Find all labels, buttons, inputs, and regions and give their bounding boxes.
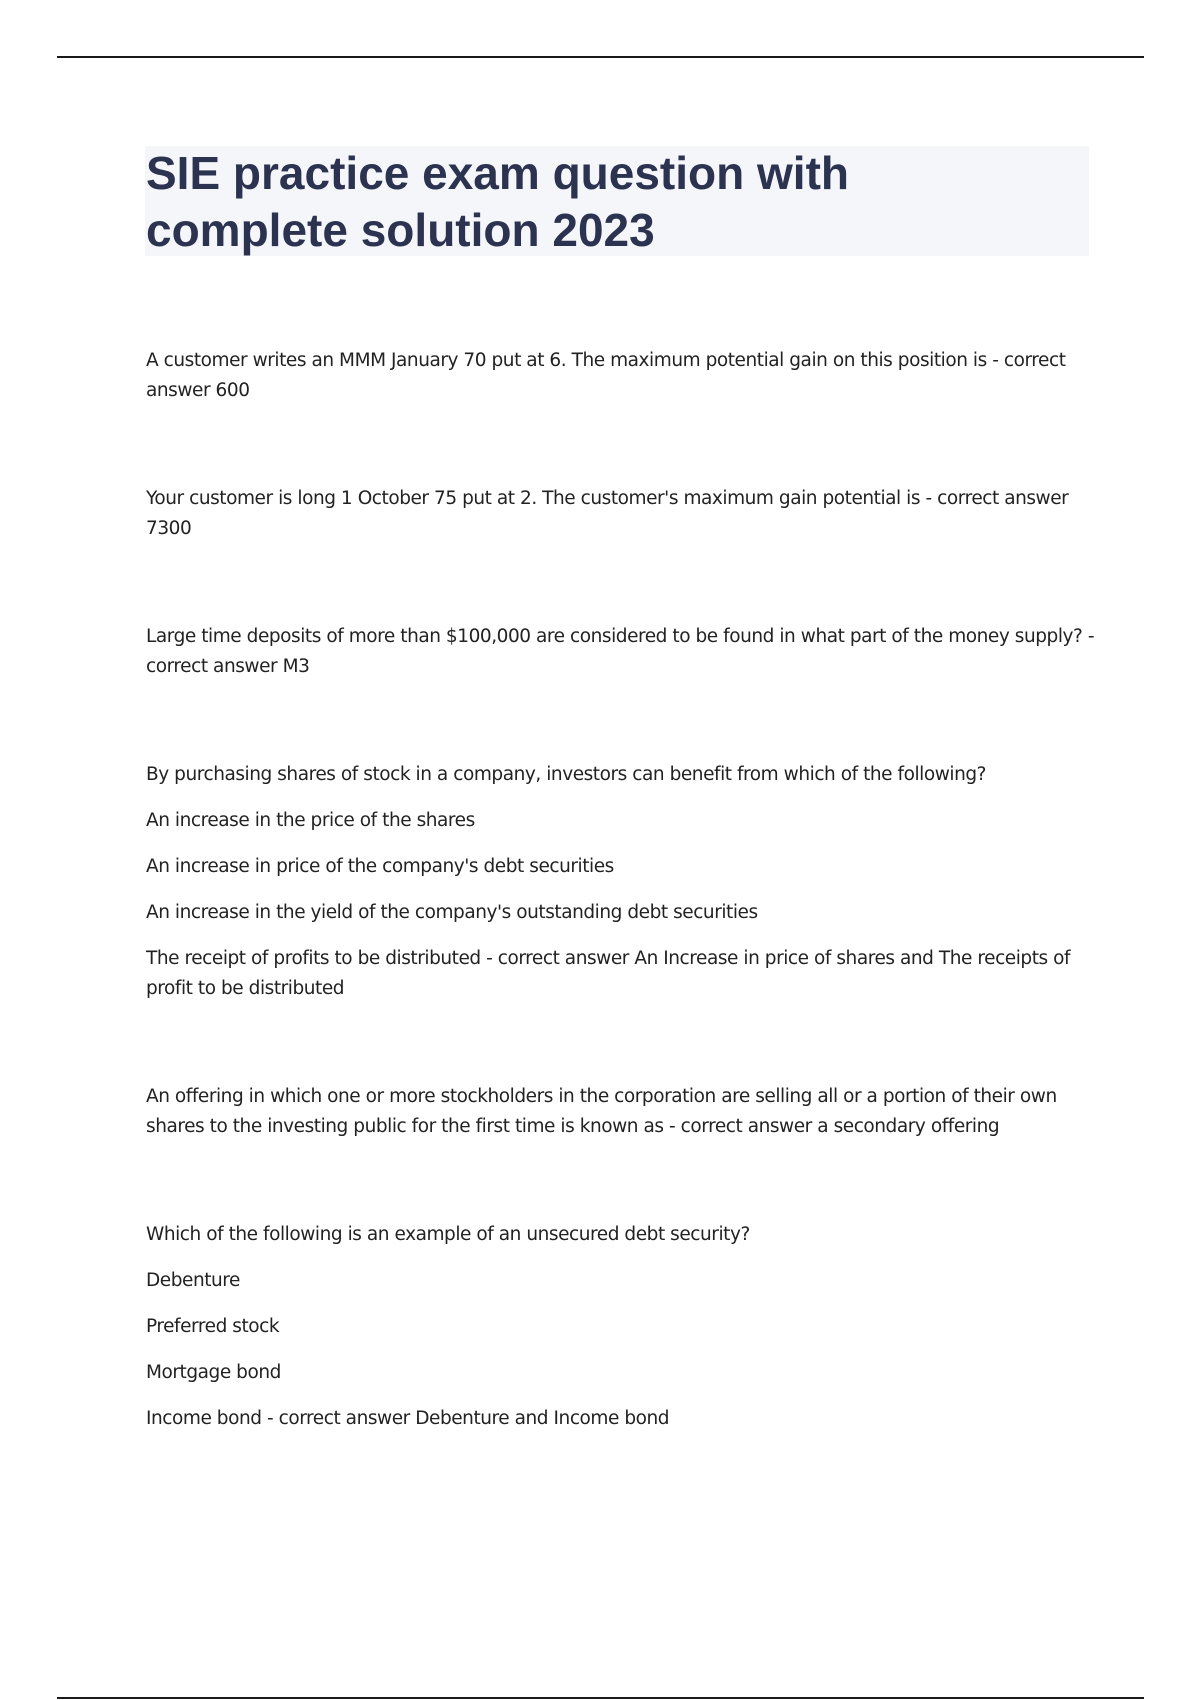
document-title: SIE practice exam question with complete solution 2023 xyxy=(146,147,849,256)
question-text: Your customer is long 1 October 75 put at 2. The customer's maximum gain potential is - correct answer 7300 xyxy=(146,488,1069,539)
question-block-1 xyxy=(146,346,1096,406)
question-text: An offering in which one or more stockholders in the corporation are selling all or a portion of their own shares to the investing public for the first time is known as - correct answer a secondary offering xyxy=(146,1086,1057,1137)
answer-option: An increase in the price of the shares xyxy=(146,810,475,831)
question-text: By purchasing shares of stock in a company, investors can benefit from which of the following? xyxy=(146,764,987,785)
answer-option: Debenture xyxy=(146,1270,240,1291)
question-block-6 xyxy=(146,1220,1096,1434)
answer-option-with-solution: Income bond - correct answer Debenture and Income bond xyxy=(146,1408,670,1429)
question-block-3 xyxy=(146,622,1096,682)
answer-option: An increase in price of the company's debt securities xyxy=(146,856,614,877)
answer-option: Mortgage bond xyxy=(146,1362,281,1383)
question-block-2 xyxy=(146,484,1096,544)
question-block-4 xyxy=(146,760,1096,1004)
question-text: A customer writes an MMM January 70 put at 6. The maximum potential gain on this position is - correct answer 600 xyxy=(146,350,1066,401)
question-block-5 xyxy=(146,1082,1096,1142)
answer-option: Preferred stock xyxy=(146,1316,280,1337)
answer-option: An increase in the yield of the company's outstanding debt securities xyxy=(146,902,758,923)
bottom-rule xyxy=(57,1697,1144,1699)
question-text: Large time deposits of more than $100,000 are considered to be found in what part of the money supply? - correct answer M3 xyxy=(146,626,1095,677)
question-text: Which of the following is an example of an unsecured debt security? xyxy=(146,1224,750,1245)
top-rule xyxy=(57,56,1144,58)
answer-option-with-solution: The receipt of profits to be distributed - correct answer An Increase in price of shares and The receipts of profit to be distributed xyxy=(146,948,1071,999)
document-body xyxy=(146,346,1096,1512)
